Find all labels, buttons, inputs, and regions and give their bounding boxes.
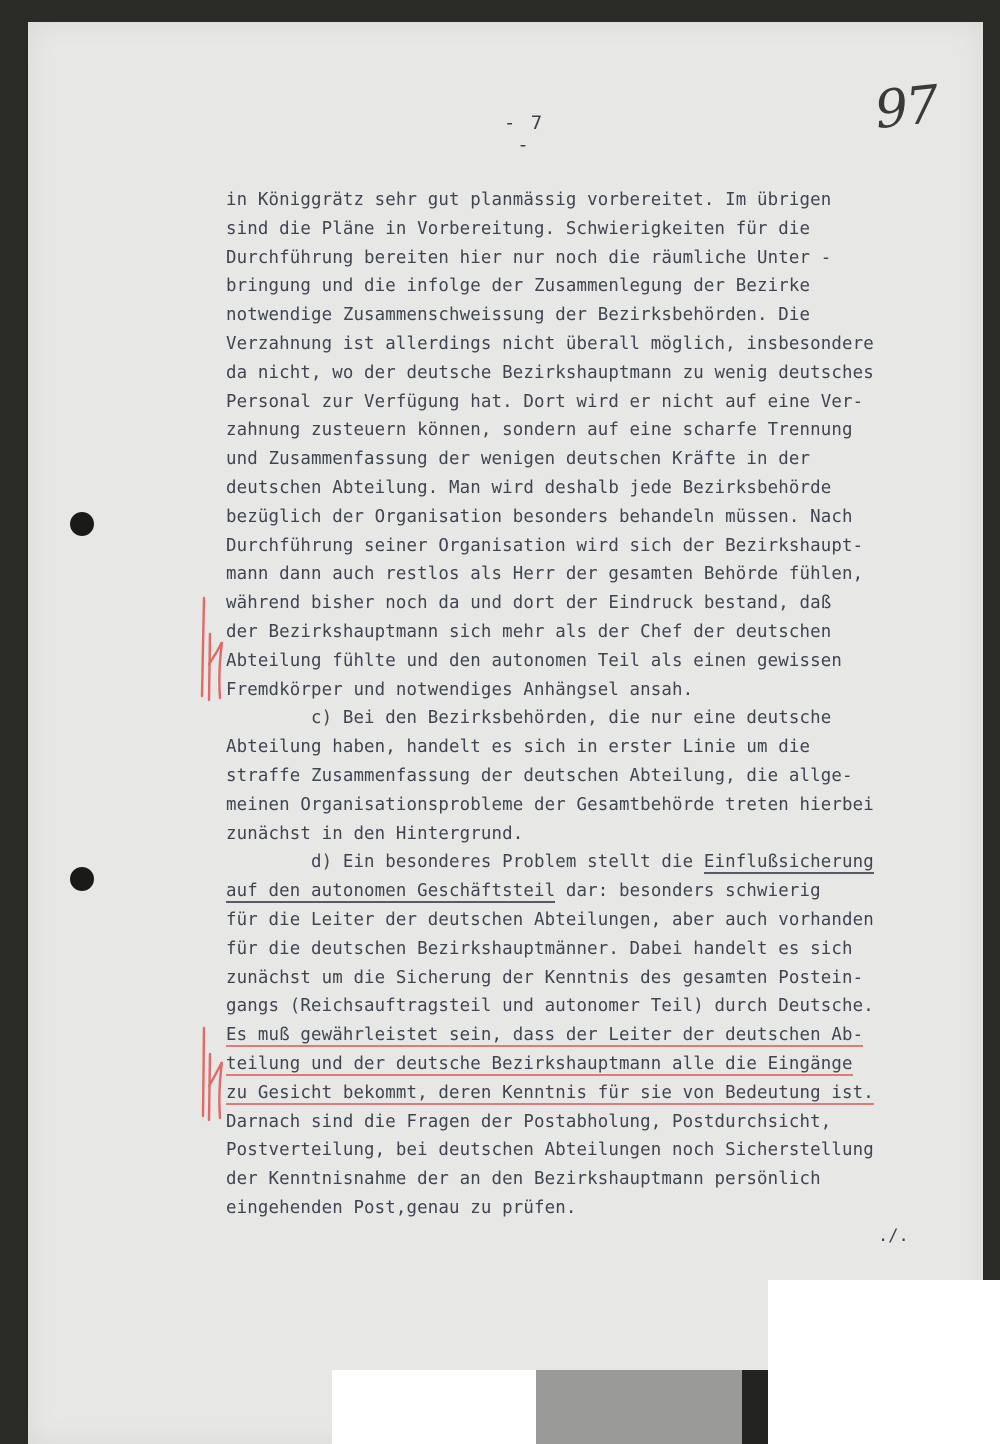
text-line: Abteilung fühlte und den autonomen Teil als einen gewissen (226, 650, 842, 671)
color-calibration-card (768, 1280, 1000, 1444)
text-line: zunächst um die Sicherung der Kenntnis des gesamten Postein- (226, 967, 864, 988)
text-line: Personal zur Verfügung hat. Dort wird er nicht auf eine Ver- (226, 391, 864, 412)
text-line (226, 877, 966, 906)
text-line: zahnung zusteuern können, sondern auf eine scharfe Trennung (226, 420, 853, 441)
text-line: bezüglich der Organisation besonders behandeln müssen. Nach (226, 506, 853, 527)
text-line (226, 1021, 966, 1050)
text-line: und Zusammenfassung der wenigen deutschen Kräfte in der (226, 449, 811, 470)
text-line: für die Leiter der deutschen Abteilungen, aber auch vorhanden (226, 909, 874, 930)
text-line: Darnach sind die Fragen der Postabholung, Postdurchsicht, (226, 1111, 832, 1132)
underlined-phrase: Einflußsicherung (703, 852, 874, 873)
text-line: Verzahnung ist allerdings nicht überall möglich, insbesondere (226, 333, 874, 354)
text-line: gangs (Reichsauftragsteil und autonomer Teil) durch Deutsche. (226, 996, 874, 1017)
text-line: c) Bei den Bezirksbehörden, die nur eine deutsche (226, 708, 832, 729)
text-line: Postverteilung, bei deutschen Abteilungen noch Sicherstellung (226, 1140, 874, 1161)
text-line: straffe Zusammenfassung der deutschen Abteilung, die allge- (226, 765, 853, 786)
red-underlined-text: teilung und der deutsche Bezirkshauptmann alle die Eingänge (226, 1053, 853, 1074)
text-line: der Bezirkshauptmann sich mehr als der Chef der deutschen (226, 621, 832, 642)
red-underlined-text: Es muß gewährleistet sein, dass der Leiter der deutschen Ab- (226, 1025, 864, 1046)
text-line: meinen Organisationsprobleme der Gesamtbehörde treten hierbei (226, 794, 874, 815)
text-line: während bisher noch da und dort der Eindruck bestand, daß (226, 593, 832, 614)
punch-hole-bottom (70, 867, 94, 891)
red-underlined-text: zu Gesicht bekommt, deren Kenntnis für sie von Bedeutung ist. (226, 1082, 874, 1103)
text-line: sind die Pläne in Vorbereitung. Schwierigkeiten für die (226, 218, 811, 239)
text-line: da nicht, wo der deutsche Bezirkshauptmann zu wenig deutsches (226, 362, 874, 383)
continuation-mark: ./. (878, 1226, 909, 1246)
text-fragment: dar: besonders schwierig (555, 881, 821, 902)
red-margin-mark-lower (196, 1024, 230, 1124)
text-line: mann dann auch restlos als Herr der gesamten Behörde fühlen, (226, 564, 864, 585)
text-line: für die deutschen Bezirkshauptmänner. Dabei handelt es sich (226, 938, 853, 959)
text-line: zunächst in den Hintergrund. (226, 823, 524, 844)
text-fragment: d) Ein besonderes Problem stellt die (226, 852, 704, 873)
text-line: eingehenden Post,genau zu prüfen. (226, 1197, 577, 1218)
text-line: Durchführung seiner Organisation wird sich der Bezirkshaupt- (226, 535, 864, 556)
punch-hole-top (70, 512, 94, 536)
underlined-phrase: auf den autonomen Geschäftsteil (226, 881, 556, 902)
text-line (226, 848, 966, 877)
text-line: Durchführung bereiten hier nur noch die räumliche Unter - (226, 247, 832, 268)
text-line: deutschen Abteilung. Man wird deshalb jede Bezirksbehörde (226, 477, 832, 498)
text-line (226, 1079, 966, 1108)
typewritten-body (226, 186, 966, 1223)
red-margin-mark-upper (196, 594, 230, 704)
text-line: Abteilung haben, handelt es sich in erster Linie um die (226, 737, 811, 758)
text-line: notwendige Zusammenschweissung der Bezirksbehörden. Die (226, 305, 811, 326)
calibration-swatch-gray (536, 1370, 742, 1444)
text-line: der Kenntnisnahme der an den Bezirkshauptmann persönlich (226, 1169, 821, 1190)
calibration-swatch-dark (742, 1370, 768, 1444)
text-line: in Königgrätz sehr gut planmässig vorbereitet. Im übrigen (226, 190, 832, 210)
text-line (226, 1050, 966, 1079)
page-number: - 7 - (503, 112, 545, 156)
calibration-swatch-white (332, 1370, 536, 1444)
text-line: Fremdkörper und notwendiges Anhängsel ansah. (226, 679, 694, 700)
text-line: bringung und die infolge der Zusammenlegung der Bezirke (226, 276, 811, 297)
handwritten-folio-number: 97 (872, 74, 941, 142)
